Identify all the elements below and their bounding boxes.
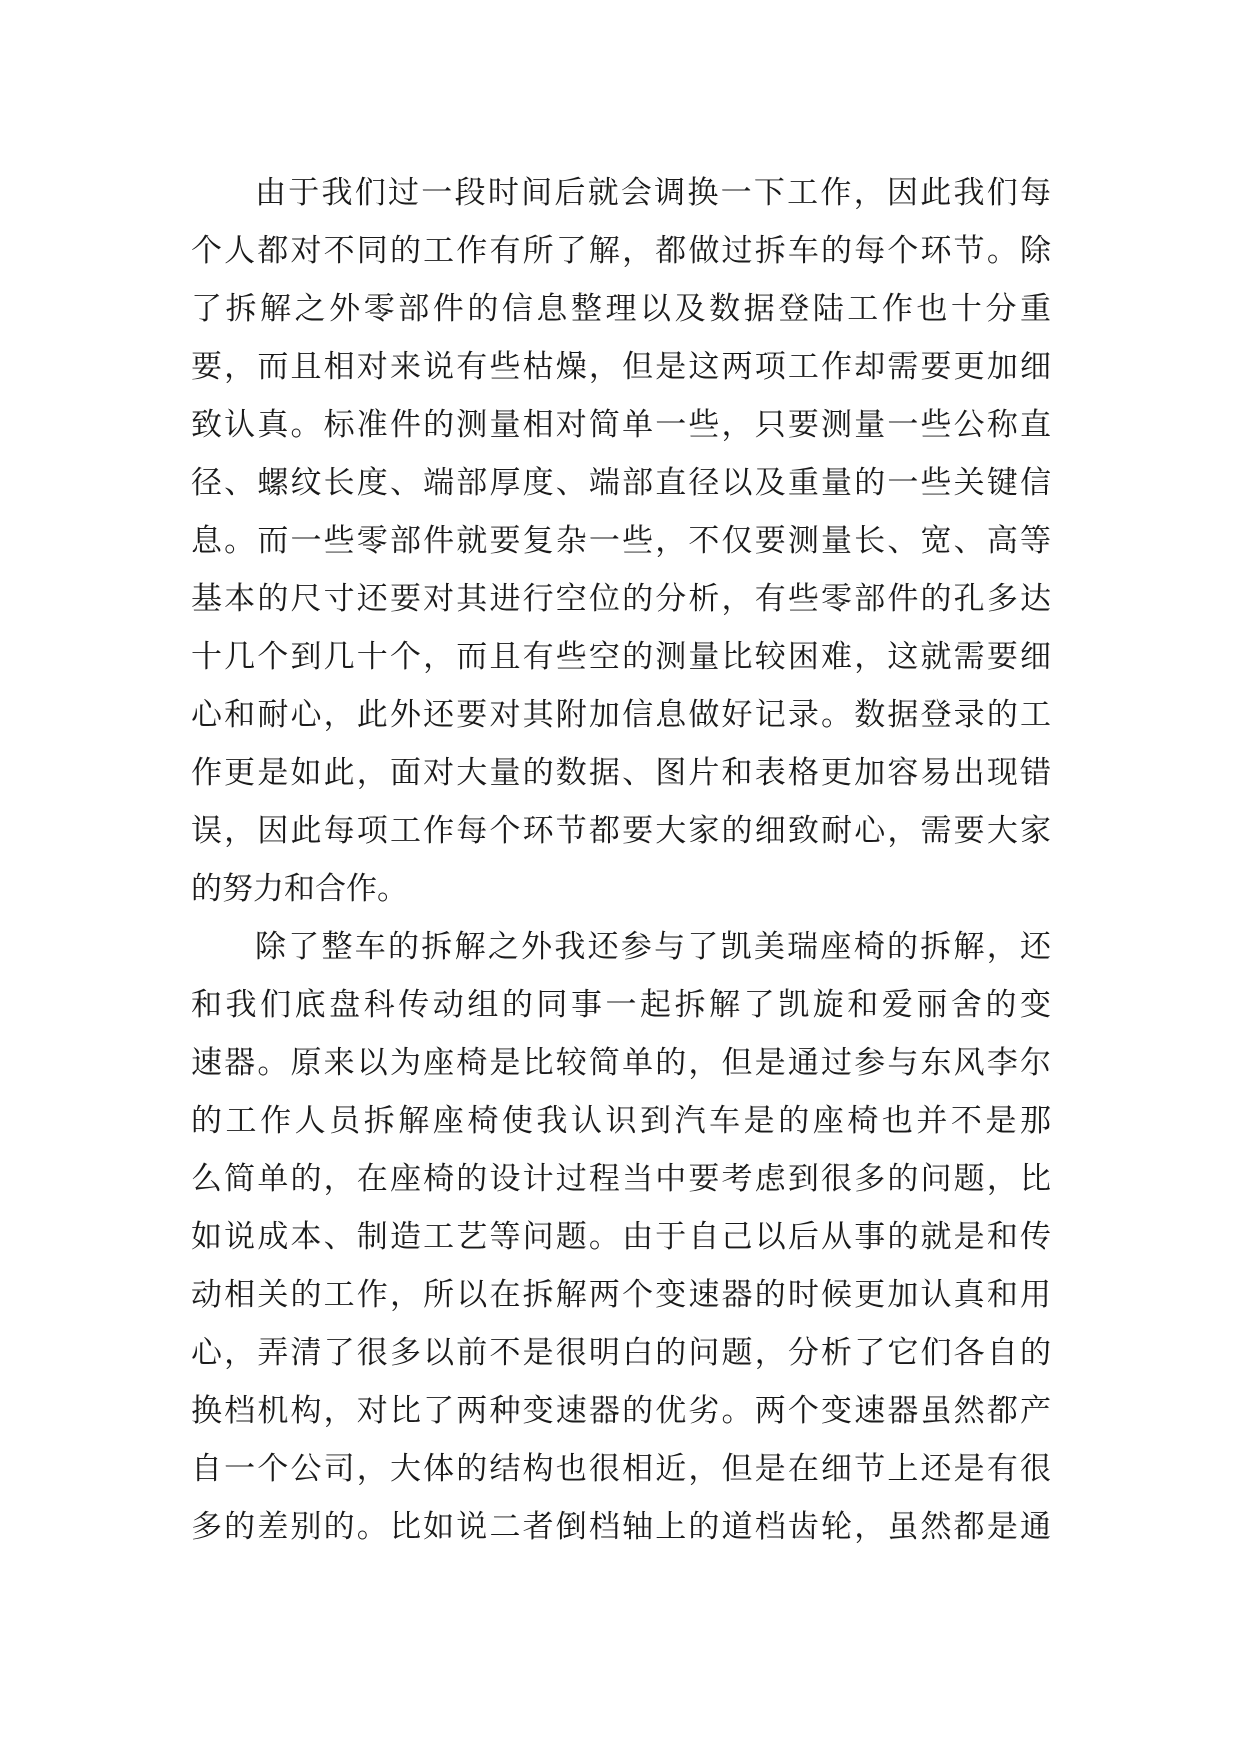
text-line: 个人都对不同的工作有所了解，都做过拆车的每个环节。除 xyxy=(191,233,1051,269)
paragraph xyxy=(191,164,1051,918)
text-line: 动相关的工作，所以在拆解两个变速器的时候更加认真和用 xyxy=(191,1277,1051,1313)
text-line: 致认真。标准件的测量相对简单一些，只要测量一些公称直 xyxy=(191,407,1051,443)
text-line: 基本的尺寸还要对其进行空位的分析，有些零部件的孔多达 xyxy=(191,581,1051,617)
text-line: 要，而且相对来说有些枯燥，但是这两项工作却需要更加细 xyxy=(191,349,1051,385)
body-text xyxy=(191,164,1051,1556)
text-line: 换档机构，对比了两种变速器的优劣。两个变速器虽然都产 xyxy=(191,1393,1051,1429)
text-line: 心，弄清了很多以前不是很明白的问题，分析了它们各自的 xyxy=(191,1335,1051,1371)
text-line: 的努力和合作。 xyxy=(191,871,408,907)
text-line: 心和耐心，此外还要对其附加信息做好记录。数据登录的工 xyxy=(191,697,1051,733)
text-line: 和我们底盘科传动组的同事一起拆解了凯旋和爱丽舍的变 xyxy=(191,987,1051,1023)
text-line: 作更是如此，面对大量的数据、图片和表格更加容易出现错 xyxy=(191,755,1051,791)
text-line: 的工作人员拆解座椅使我认识到汽车是的座椅也并不是那 xyxy=(191,1103,1051,1139)
text-line: 由于我们过一段时间后就会调换一下工作，因此我们每 xyxy=(255,175,1051,211)
text-line: 除了整车的拆解之外我还参与了凯美瑞座椅的拆解，还 xyxy=(255,929,1051,965)
text-line: 自一个公司，大体的结构也很相近，但是在细节上还是有很 xyxy=(191,1451,1051,1487)
text-line: 息。而一些零部件就要复杂一些，不仅要测量长、宽、高等 xyxy=(191,523,1051,559)
text-line: 如说成本、制造工艺等问题。由于自己以后从事的就是和传 xyxy=(191,1219,1051,1255)
text-line: 误，因此每项工作每个环节都要大家的细致耐心，需要大家 xyxy=(191,813,1051,849)
paragraph xyxy=(191,918,1051,1556)
text-line: 径、螺纹长度、端部厚度、端部直径以及重量的一些关键信 xyxy=(191,465,1051,501)
text-line: 多的差别的。比如说二者倒档轴上的道档齿轮，虽然都是通 xyxy=(191,1509,1051,1545)
text-line: 么简单的，在座椅的设计过程当中要考虑到很多的问题，比 xyxy=(191,1161,1051,1197)
text-line: 速器。原来以为座椅是比较简单的，但是通过参与东风李尔 xyxy=(191,1045,1051,1081)
text-line: 十几个到几十个，而且有些空的测量比较困难，这就需要细 xyxy=(191,639,1051,675)
text-line: 了拆解之外零部件的信息整理以及数据登陆工作也十分重 xyxy=(191,291,1051,327)
